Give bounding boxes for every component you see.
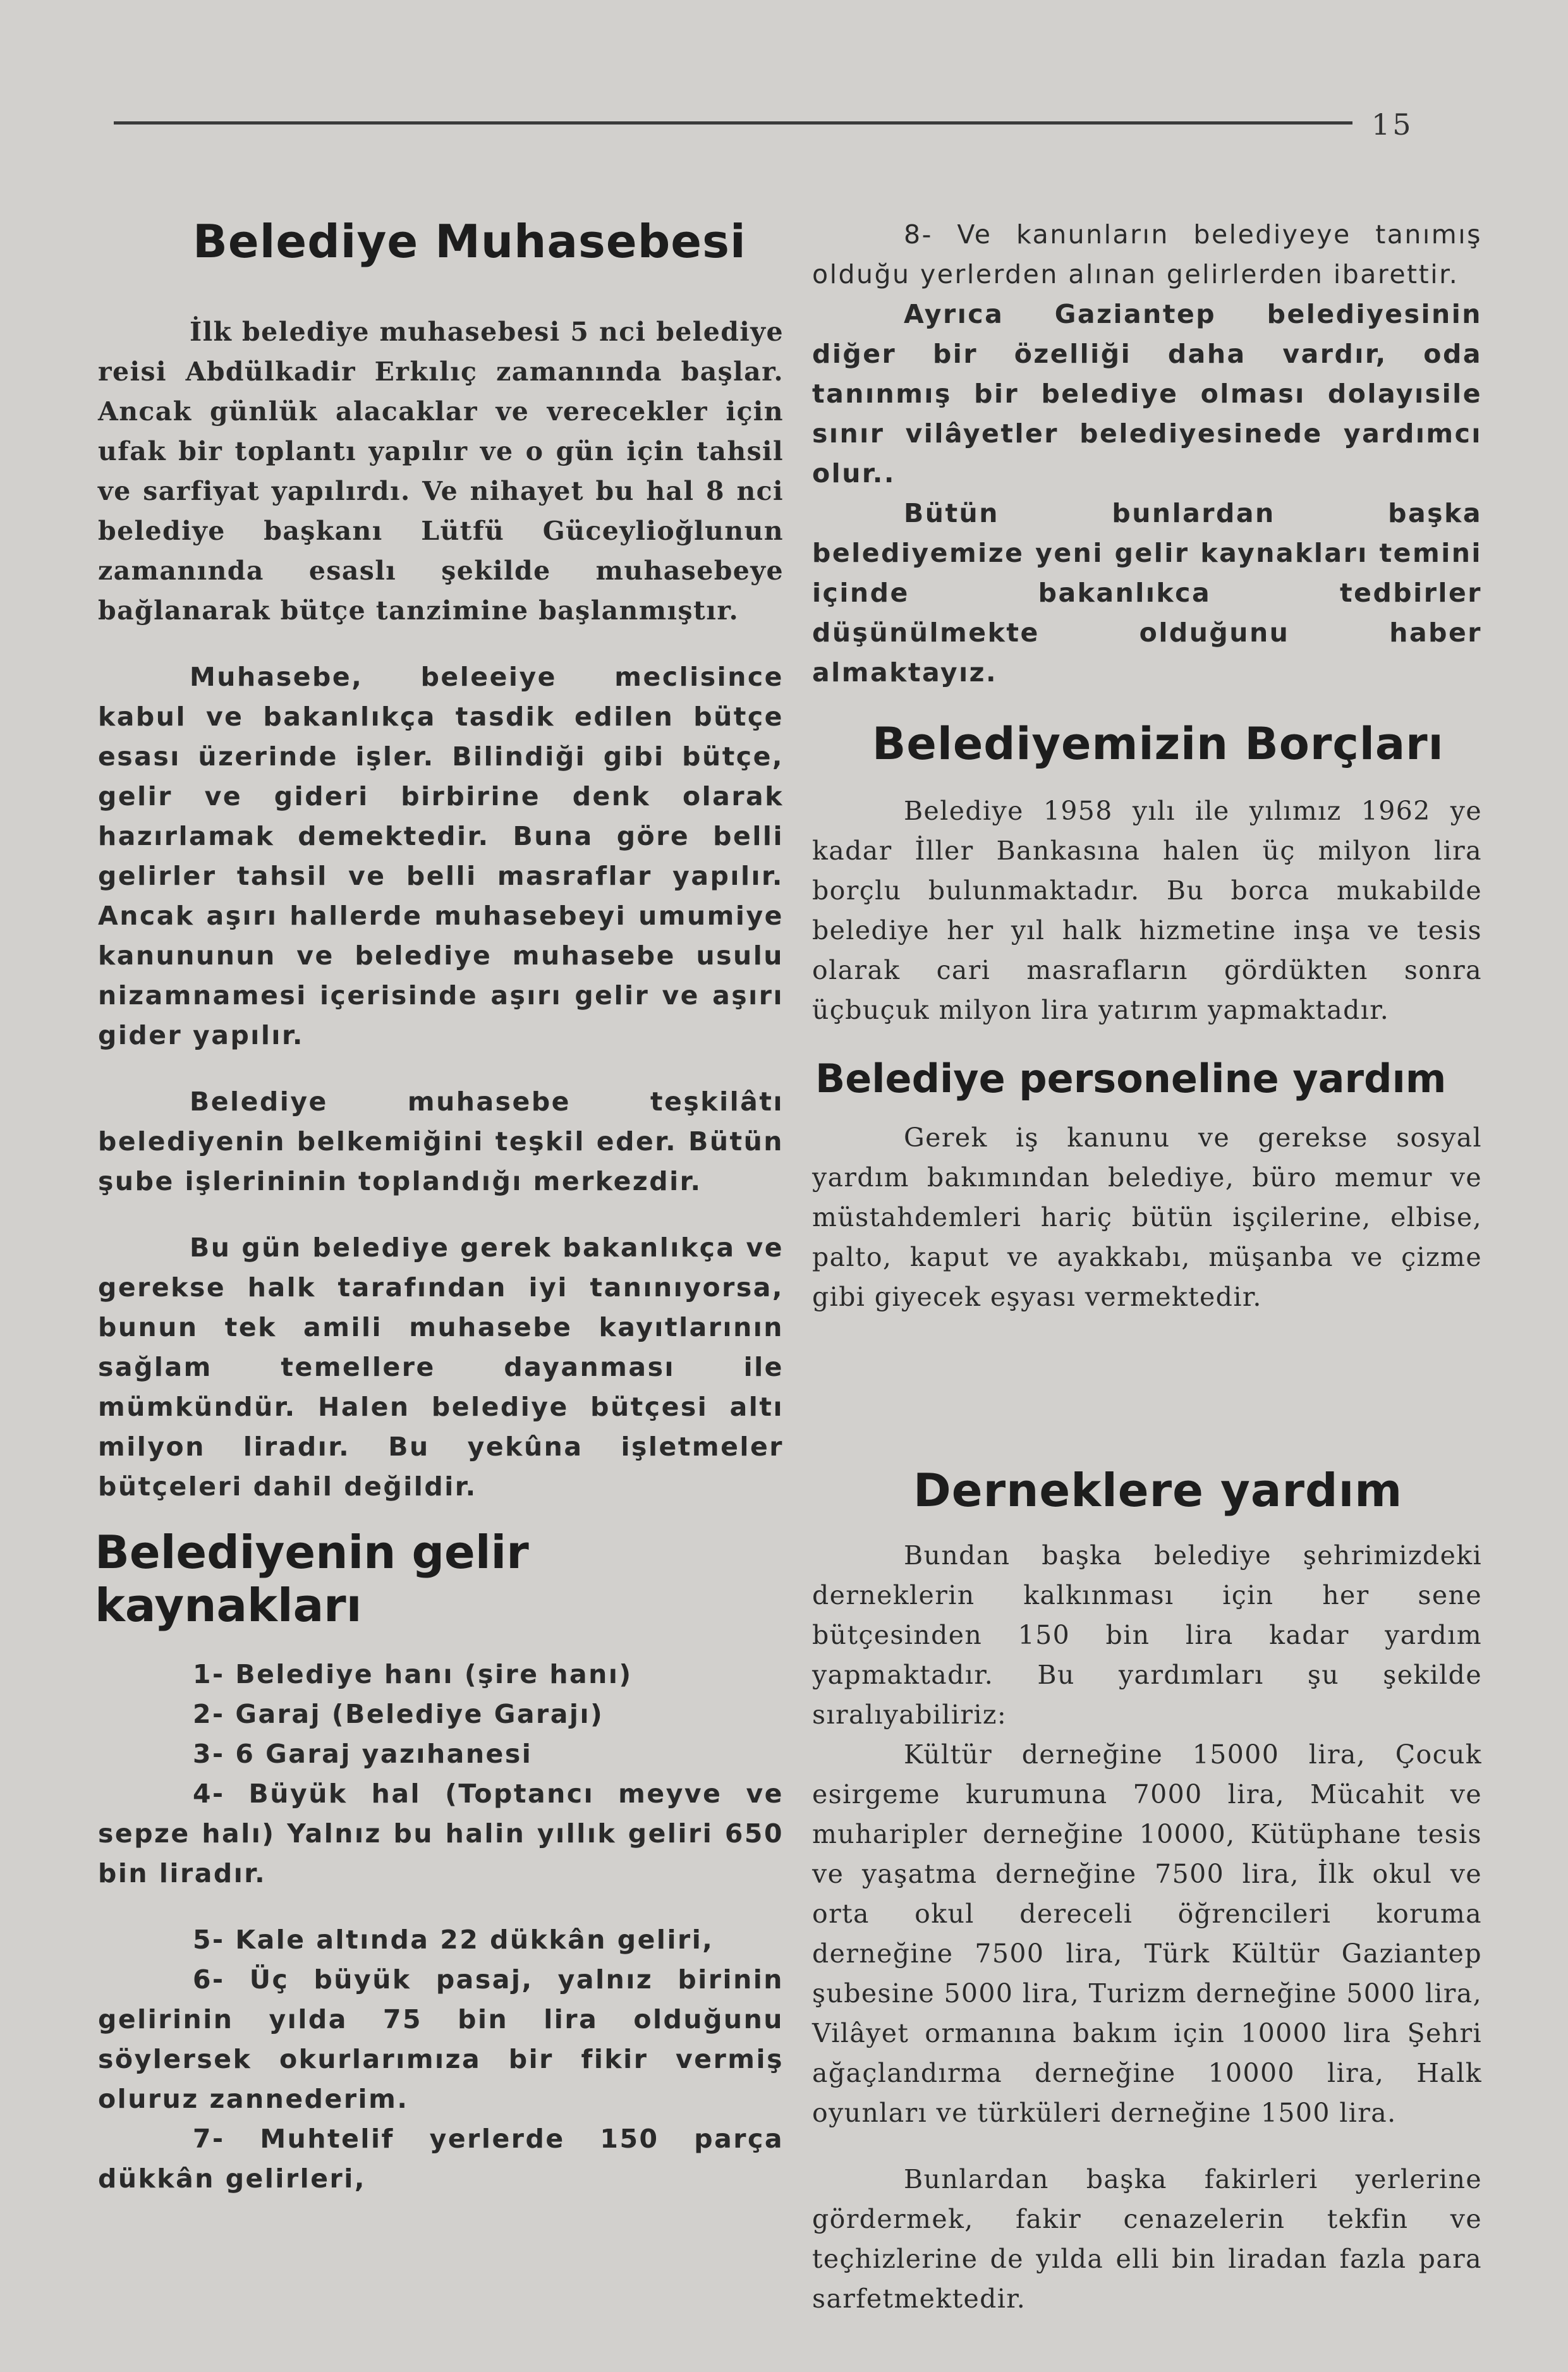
list-item-gelir-1: 1- Belediye hanı (şire hanı): [193, 1659, 633, 1689]
heading-personel-yardim: Belediye personeline yardım: [815, 1055, 1447, 1102]
paragraph-borclar: Belediye 1958 yılı ile yılımız 1962 ye kadar İller Bankasına halen üç milyon lira borçlu bulunmaktadır. Bu borca mukabilde belediye her yıl halk hizmetine inşa ve tesis olarak cari masrafların gördükten sonra üçbuçuk milyon lira yatırım yapmaktadır.: [812, 796, 1482, 1025]
heading-belediye-muhasebesi: Belediye Muhasebesi: [193, 215, 746, 268]
list-item-gelir-6: 6- Üç büyük pasaj, yalnız birinin gelirinin yılda 75 bin lira olduğunu söylersek okurlarımıza bir fikir vermiş oluruz zannederim.: [98, 1964, 784, 2114]
paragraph-muhasebe-budget: Muhasebe, beleeiye meclisince kabul ve bakanlıkça tasdik edilen bütçe esası üzerinde işler. Bilindiği gibi bütçe, gelir ve gideri birbirine denk olarak hazırlamak demektedir. Buna göre belli gelirler tahsil ve belli masraflar yapılır. Ancak aşırı hallerde muhasebeyi umumiye kanununun ve belediye muhasebe usulu nizamnamesi içerisinde aşırı gelir ve aşırı gider yapılır.: [98, 662, 784, 1050]
left-column: [95, 215, 784, 2199]
paragraph-muhasebe-history: İlk belediye muhasebesi 5 nci belediye reisi Abdülkadir Erkılıç zamanında başlar. Ancak günlük alacaklar ve verecekler için ufak bir toplantı yapılır ve o gün için tahsil ve sarfiyat yapılırdı. Ve nihayet bu hal 8 nci belediye başkanı Lütfü Güceylioğlunun zamanında esaslı şekilde muhasebeye bağlanarak bütçe tanzimine başlanmıştır.: [98, 317, 784, 626]
paragraph-muhasebe-kayitlar: Bu gün belediye gerek bakanlıkça ve gerekse halk tarafından iyi tanınıyorsa, bunun tek amili muhasebe kayıtlarının sağlam temellere dayanması ile mümkündür. Halen belediye bütçesi altı milyon liradır. Bu yekûna işletmeler bütçeleri dahil değildir.: [98, 1232, 784, 1502]
paragraph-dernek-intro: Bundan başka belediye şehrimizdeki derneklerin kalkınması için her sene bütçesinden 150 bin lira kadar yardım yapmaktadır. Bu yardımları şu şekilde sıralıyabiliriz:: [812, 1540, 1482, 1730]
list-item-gelir-3: 3- 6 Garaj yazıhanesi: [193, 1739, 533, 1769]
right-column: [812, 215, 1482, 1317]
list-item-gelir-2: 2- Garaj (Belediye Garajı): [193, 1699, 604, 1729]
list-item-gelir-4: 4- Büyük hal (Toptancı meyve ve sepze halı) Yalnız bu halin yıllık geliri 650 bin liradır.: [98, 1779, 784, 1888]
heading-derneklere-yardim: Derneklere yardım: [913, 1464, 1403, 1517]
heading-belediyemizin-borclari: Belediyemizin Borçları: [872, 718, 1444, 770]
header-rule: [114, 121, 1352, 125]
paragraph-dernek-list: Kültür derneğine 15000 lira, Çocuk esirgeme kurumuna 7000 lira, Mücahit ve muharipler derneğine 10000, Kütüphane tesis ve yaşatma derneğine 7500 lira, İlk okul ve orta okul dereceli öğrencileri koruma derneğine 7500 lira, Türk Kültür Gaziantep şubesine 5000 lira, Turizm derneğine 5000 lira, Vilâyet ormanına bakım için 10000 lira Şehri ağaçlandırma derneğine 10000 lira, Halk oyunları ve türküleri derneğine 1500 lira.: [812, 1739, 1482, 2128]
paragraph-butun-bunlardan: Bütün bunlardan başka belediyemize yeni gelir kaynakları temini içinde bakanlıkca tedbirler düşünülmekte olduğunu haber almaktayız.: [812, 498, 1482, 688]
right-column-lower: [812, 1441, 1482, 2319]
paragraph-fakir-yardim: Bunlardan başka fakirleri yerlerine gördermek, fakir cenazelerin tekfin ve teçhizlerine de yılda elli bin liradan fazla para sarfetmektedir.: [812, 2164, 1482, 2314]
list-item-gelir-5: 5- Kale altında 22 dükkân geliri,: [193, 1925, 714, 1955]
page-number: 15: [1371, 107, 1414, 142]
paragraph-muhasebe-teskilat: Belediye muhasebe teşkilâtı belediyenin belkemiğini teşkil eder. Bütün şube işlerininin toplandığı merkezdir.: [98, 1086, 784, 1196]
list-item-gelir-8: 8- Ve kanunların belediyeye tanımış olduğu yerlerden alınan gelirlerden ibarettir.: [812, 219, 1482, 289]
paragraph-personel-yardim: Gerek iş kanunu ve gerekse sosyal yardım bakımından belediye, büro memur ve müstahdemleri hariç bütün işçilerine, elbise, palto, kaput ve ayakkabı, müşanba ve çizme gibi giyecek eşyası vermektedir.: [812, 1122, 1482, 1312]
heading-gelir-kaynaklari: Belediyenin gelir kaynakları: [95, 1526, 529, 1632]
list-item-gelir-7: 7- Muhtelif yerlerde 150 parça dükkân gelirleri,: [98, 2124, 784, 2194]
paragraph-ayrica: Ayrıca Gaziantep belediyesinin diğer bir özelliği daha vardır, oda tanınmış bir belediye olması dolayısile sınır vilâyetler belediyesinede yardımcı olur..: [812, 299, 1482, 489]
